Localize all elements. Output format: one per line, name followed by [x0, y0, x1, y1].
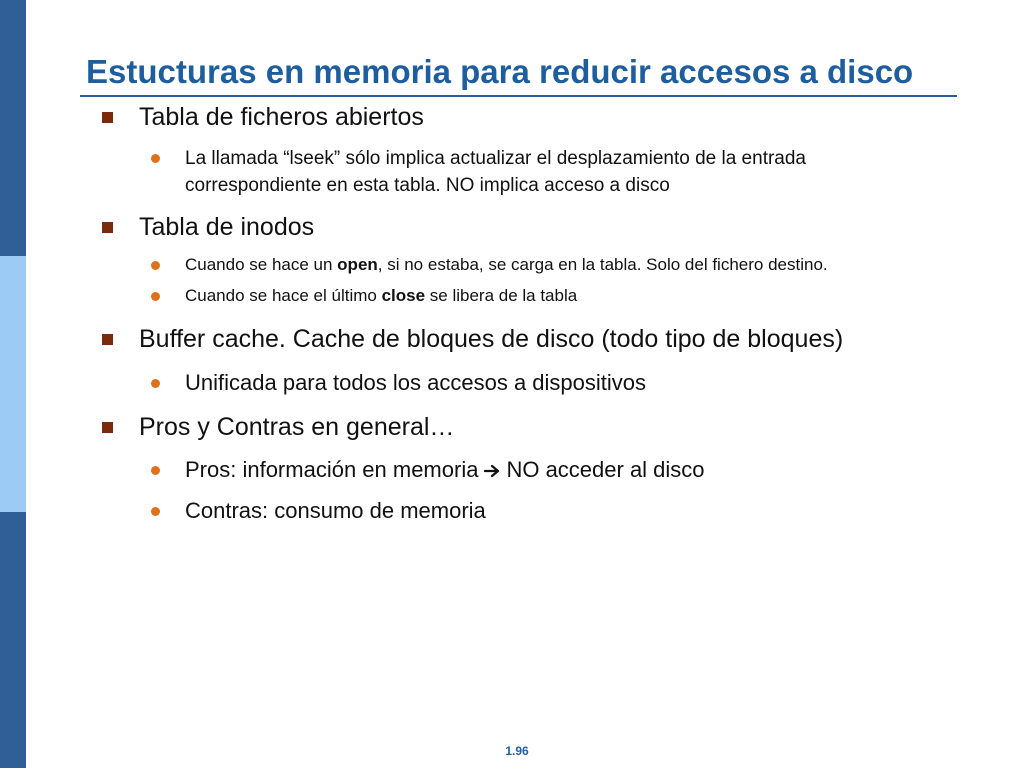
right-arrow-icon — [484, 456, 500, 484]
round-bullet-icon — [151, 379, 160, 388]
bold-keyword-open: open — [337, 255, 378, 274]
text-segment: Cuando se hace un — [185, 255, 338, 274]
title-underline — [80, 95, 957, 97]
square-bullet-icon — [102, 422, 113, 433]
page-number: 1.96 — [505, 744, 529, 758]
round-bullet-icon — [151, 466, 160, 475]
round-bullet-icon — [151, 261, 160, 270]
outline-item-1-text: Tabla de ficheros abiertos — [139, 103, 424, 131]
outline-item-2-sub-2-text — [185, 285, 577, 307]
text-segment: NO acceder al disco — [506, 457, 705, 482]
side-bar-middle-segment — [0, 256, 26, 512]
outline-item-4-text: Pros y Contras en general… — [139, 413, 455, 441]
side-color-bar — [0, 0, 26, 768]
text-segment: , si no estaba, se carga en la tabla. Solo del fichero destino. — [377, 255, 828, 274]
bold-keyword-close: close — [381, 286, 426, 305]
slide-title: Estucturas en memoria para reducir accesos a disco — [86, 53, 914, 90]
outline-item-4-sub-1-text — [185, 456, 705, 484]
text-segment: Cuando se hace el último — [185, 286, 382, 305]
square-bullet-icon — [102, 222, 113, 233]
round-bullet-icon — [151, 292, 160, 301]
outline-item-3-text: Buffer cache. Cache de bloques de disco (todo tipo de bloques) — [139, 325, 844, 353]
square-bullet-icon — [102, 112, 113, 123]
outline-item-2-sub-1-text — [185, 254, 828, 276]
side-bar-bottom-segment — [0, 512, 26, 768]
text-segment: Pros: información en memoria — [185, 457, 479, 482]
text-segment: se libera de la tabla — [425, 286, 578, 305]
square-bullet-icon — [102, 334, 113, 345]
round-bullet-icon — [151, 507, 160, 516]
outline-item-3-sub-1-text: Unificada para todos los accesos a dispositivos — [185, 370, 647, 395]
outline-item-1-sub-1-line-2: correspondiente en esta tabla. NO implica acceso a disco — [185, 175, 670, 196]
outline-item-1-sub-1-line-1: La llamada “lseek” sólo implica actualizar el desplazamiento de la entrada — [185, 148, 806, 169]
outline-item-2-text: Tabla de inodos — [139, 213, 315, 241]
side-bar-top-segment — [0, 0, 26, 256]
round-bullet-icon — [151, 154, 160, 163]
outline-item-4-sub-2-text: Contras: consumo de memoria — [185, 498, 486, 523]
